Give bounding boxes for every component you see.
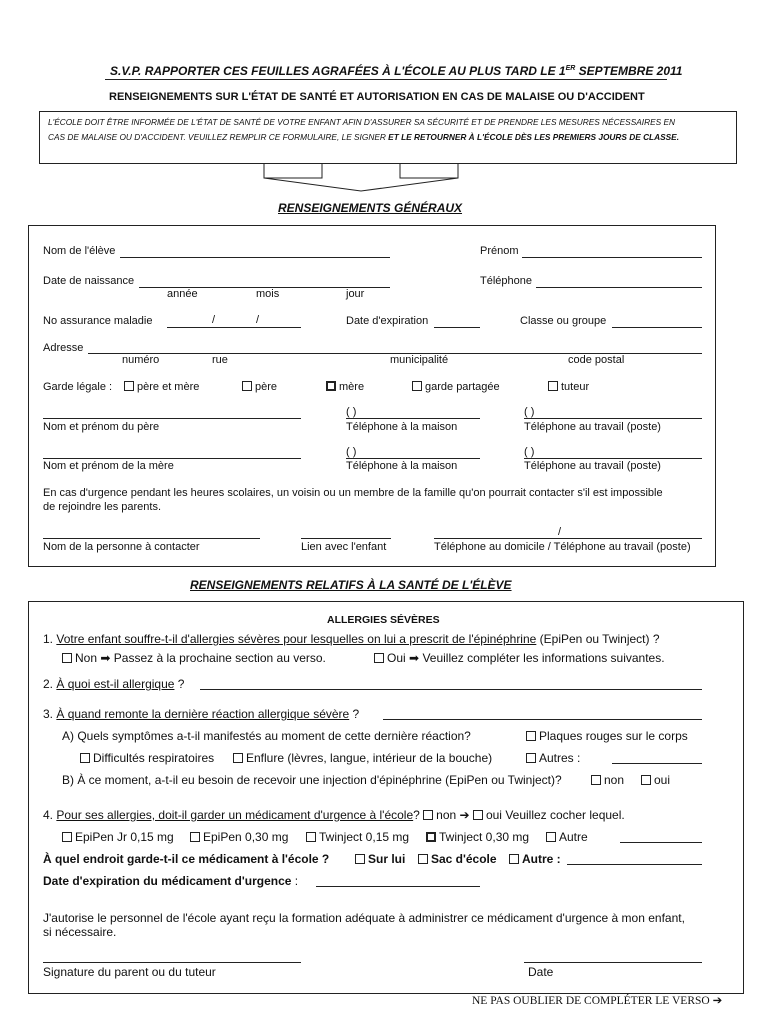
label-tel-travail-mere: Téléphone au travail (poste)	[524, 460, 661, 472]
med-twinject-015[interactable]: Twinject 0,15 mg	[306, 830, 409, 844]
paren-mere-maison: ( )	[346, 446, 357, 458]
med-twinject-030[interactable]: Twinject 0,30 mg	[426, 830, 529, 844]
option-enflure[interactable]: Enflure (lèvres, langue, intérieur de la bouche)	[233, 751, 492, 765]
notice-line-1: L'ÉCOLE DOIT ÊTRE INFORMÉE DE L'ÉTAT DE SANTÉ DE VOTRE ENFANT AFIN D'ASSURER SA SÉCURITÉ ET DE PRENDRE LES MESURES NÉCESSAIRES EN	[48, 117, 675, 127]
label-personne-contact: Nom de la personne à contacter	[43, 541, 200, 553]
arrow-connector-icon	[263, 162, 459, 192]
checkbox-icon[interactable]	[374, 653, 384, 663]
assurance-slash-1: /	[212, 314, 216, 326]
assurance-slash-2: /	[256, 314, 260, 326]
arrow-right-icon: ➡	[409, 651, 420, 665]
option-mere[interactable]: mère	[326, 381, 364, 393]
q3a-text: A) Quels symptômes a-t-il manifestés au moment de cette dernière réaction?	[62, 729, 471, 743]
field-date-expiration[interactable]	[434, 327, 480, 328]
field-nom-mere[interactable]	[43, 458, 301, 459]
field-telephone[interactable]	[536, 287, 702, 288]
checkbox-icon[interactable]	[423, 810, 433, 820]
label-mois: mois	[256, 288, 280, 300]
label-date-naissance: Date de naissance	[43, 275, 135, 287]
label-tel-travail-pere: Téléphone au travail (poste)	[524, 421, 661, 433]
checkbox-icon[interactable]	[62, 832, 72, 842]
notice-line-2: CAS DE MALAISE OU D'ACCIDENT. VEUILLEZ REMPLIR CE FORMULAIRE, LE SIGNER ET LE RETOURNER À L'ÉCOLE DÈS LES PREMIERS JOURS DE CLASSE.	[48, 132, 680, 142]
arrow-right-icon: ➔	[712, 995, 723, 1007]
label-date-expiration: Date d'expiration	[346, 315, 429, 327]
checkbox-icon[interactable]	[80, 753, 90, 763]
option-tuteur[interactable]: tuteur	[548, 381, 589, 393]
q1-option-non[interactable]: Non ➡ Passez à la prochaine section au verso.	[62, 651, 326, 665]
label-telephone: Téléphone	[480, 275, 532, 287]
arrow-right-icon: ➔	[459, 808, 470, 822]
urgence-text-2: de rejoindre les parents.	[43, 501, 162, 513]
field-assurance[interactable]	[167, 327, 301, 328]
label-signature: Signature du parent ou du tuteur	[43, 965, 216, 979]
label-tel-maison-mere: Téléphone à la maison	[346, 460, 458, 472]
med-autre[interactable]: Autre	[546, 830, 588, 844]
label-garde: Garde légale :	[43, 381, 113, 393]
label-annee: année	[167, 288, 198, 300]
label-nom-eleve: Nom de l'élève	[43, 245, 116, 257]
q4-text: 4. Pour ses allergies, doit-il garder un médicament d'urgence à l'école? non ➔ oui Veuillez cocher lequel.	[43, 808, 625, 822]
checkbox-icon[interactable]	[548, 381, 558, 391]
checkbox-icon[interactable]	[412, 381, 422, 391]
checkbox-icon[interactable]	[509, 854, 519, 864]
field-q3[interactable]	[383, 719, 702, 720]
paren-mere-travail: ( )	[524, 446, 535, 458]
checkbox-icon[interactable]	[355, 854, 365, 864]
field-nom-eleve[interactable]	[120, 257, 390, 258]
label-tel-domicile-travail: Téléphone au domicile / Téléphone au travail (poste)	[434, 541, 691, 553]
q2-text: 2. À quoi est-il allergique ?	[43, 677, 185, 691]
paren-pere-maison: ( )	[346, 406, 357, 418]
field-autre-endroit[interactable]	[567, 864, 702, 865]
label-municipalite: municipalité	[390, 354, 449, 366]
arrow-right-icon: ➡	[100, 651, 111, 665]
q3b-text: B) À ce moment, a-t-il eu besoin de recevoir une injection d'épinéphrine (EpiPen ou Twinject)?	[62, 773, 562, 787]
notice-box	[39, 111, 737, 164]
checkbox-icon[interactable]	[546, 832, 556, 842]
option-pere-et-mere[interactable]: père et mère	[124, 381, 199, 393]
option-plaques[interactable]: Plaques rouges sur le corps	[526, 729, 688, 743]
checkbox-icon[interactable]	[306, 832, 316, 842]
checkbox-icon[interactable]	[473, 810, 483, 820]
field-prenom[interactable]	[522, 257, 702, 258]
contact-tel-slash: /	[558, 526, 562, 538]
field-q2[interactable]	[200, 689, 702, 690]
q3b-option-non[interactable]: non	[591, 773, 624, 787]
checkbox-icon[interactable]	[526, 753, 536, 763]
endroit-question: À quel endroit garde-t-il ce médicament à l'école ?	[43, 852, 330, 866]
field-lien-enfant[interactable]	[301, 538, 391, 539]
sante-heading: RENSEIGNEMENTS RELATIFS À LA SANTÉ DE L'ÉLÈVE	[190, 578, 512, 592]
field-classe[interactable]	[612, 327, 702, 328]
field-med-autre[interactable]	[620, 842, 702, 843]
option-autres[interactable]: Autres :	[526, 751, 580, 765]
label-assurance: No assurance maladie	[43, 315, 153, 327]
label-rue: rue	[212, 354, 228, 366]
field-tel-mere-maison[interactable]	[346, 458, 480, 459]
label-numero: numéro	[122, 354, 160, 366]
field-tel-mere-travail[interactable]	[524, 458, 702, 459]
field-tel-pere-maison[interactable]	[346, 418, 480, 419]
label-nom-mere: Nom et prénom de la mère	[43, 460, 174, 472]
checkbox-icon[interactable]	[326, 381, 336, 391]
checkbox-icon[interactable]	[124, 381, 134, 391]
footer-note: NE PAS OUBLIER DE COMPLÉTER LE VERSO ➔	[472, 995, 723, 1007]
title-underline	[105, 79, 667, 80]
label-code-postal: code postal	[568, 354, 625, 366]
field-date-exp-med[interactable]	[316, 886, 480, 887]
field-signature[interactable]	[43, 962, 301, 963]
option-autre-endroit[interactable]: Autre :	[509, 852, 561, 866]
field-contact-tel[interactable]	[434, 538, 702, 539]
option-sur-lui[interactable]: Sur lui	[355, 852, 405, 866]
autorisation-text-2: si nécessaire.	[43, 925, 117, 939]
q3-text: 3. À quand remonte la dernière réaction allergique sévère ?	[43, 707, 360, 721]
q1-option-oui[interactable]: Oui ➡ Veuillez compléter les informations suivantes.	[374, 651, 665, 665]
label-date: Date	[528, 965, 554, 979]
checkbox-icon[interactable]	[190, 832, 200, 842]
urgence-text-1: En cas d'urgence pendant les heures scolaires, un voisin ou un membre de la famille qu'on pourrait contacter s'il est impossible	[43, 487, 663, 499]
paren-pere-travail: ( )	[524, 406, 535, 418]
checkbox-icon[interactable]	[426, 832, 436, 842]
label-prenom: Prénom	[480, 245, 519, 257]
checkbox-icon[interactable]	[591, 775, 601, 785]
label-jour: jour	[346, 288, 365, 300]
checkbox-icon[interactable]	[418, 854, 428, 864]
autorisation-text-1: J'autorise le personnel de l'école ayant reçu la formation adéquate à administrer ce médicament d'urgence à mon enfant,	[43, 911, 685, 925]
label-nom-pere: Nom et prénom du père	[43, 421, 160, 433]
q1-text: 1. Votre enfant souffre-t-il d'allergies sévères pour lesquelles on lui a prescrit de l'épinéphrine (EpiPen ou Twinject) ?	[43, 632, 660, 646]
checkbox-icon[interactable]	[641, 775, 651, 785]
date-exp-med-label: Date d'expiration du médicament d'urgence :	[43, 874, 299, 888]
field-nom-pere[interactable]	[43, 418, 301, 419]
option-garde-partagee[interactable]: garde partagée	[412, 381, 500, 393]
checkbox-icon[interactable]	[526, 731, 536, 741]
page-subtitle: RENSEIGNEMENTS SUR L'ÉTAT DE SANTÉ ET AUTORISATION EN CAS DE MALAISE OU D'ACCIDENT	[109, 91, 645, 103]
page-title: S.V.P. RAPPORTER CES FEUILLES AGRAFÉES À L'ÉCOLE AU PLUS TARD LE 1ER SEPTEMBRE 2011	[110, 64, 683, 78]
label-adresse: Adresse	[43, 342, 84, 354]
checkbox-icon[interactable]	[242, 381, 252, 391]
option-sac-ecole[interactable]: Sac d'école	[418, 852, 497, 866]
allergies-title: ALLERGIES SÉVÈRES	[327, 614, 440, 626]
field-personne-contact[interactable]	[43, 538, 260, 539]
med-epipen-jr[interactable]: EpiPen Jr 0,15 mg	[62, 830, 174, 844]
label-tel-maison-pere: Téléphone à la maison	[346, 421, 458, 433]
med-epipen[interactable]: EpiPen 0,30 mg	[190, 830, 288, 844]
field-tel-pere-travail[interactable]	[524, 418, 702, 419]
q3b-option-oui[interactable]: oui	[641, 773, 670, 787]
option-difficultes[interactable]: Difficultés respiratoires	[80, 751, 214, 765]
field-date[interactable]	[524, 962, 702, 963]
label-classe: Classe ou groupe	[520, 315, 607, 327]
label-lien-enfant: Lien avec l'enfant	[301, 541, 387, 553]
general-heading: RENSEIGNEMENTS GÉNÉRAUX	[278, 201, 463, 215]
option-pere[interactable]: père	[242, 381, 277, 393]
field-autres[interactable]	[612, 763, 702, 764]
checkbox-icon[interactable]	[62, 653, 72, 663]
checkbox-icon[interactable]	[233, 753, 243, 763]
